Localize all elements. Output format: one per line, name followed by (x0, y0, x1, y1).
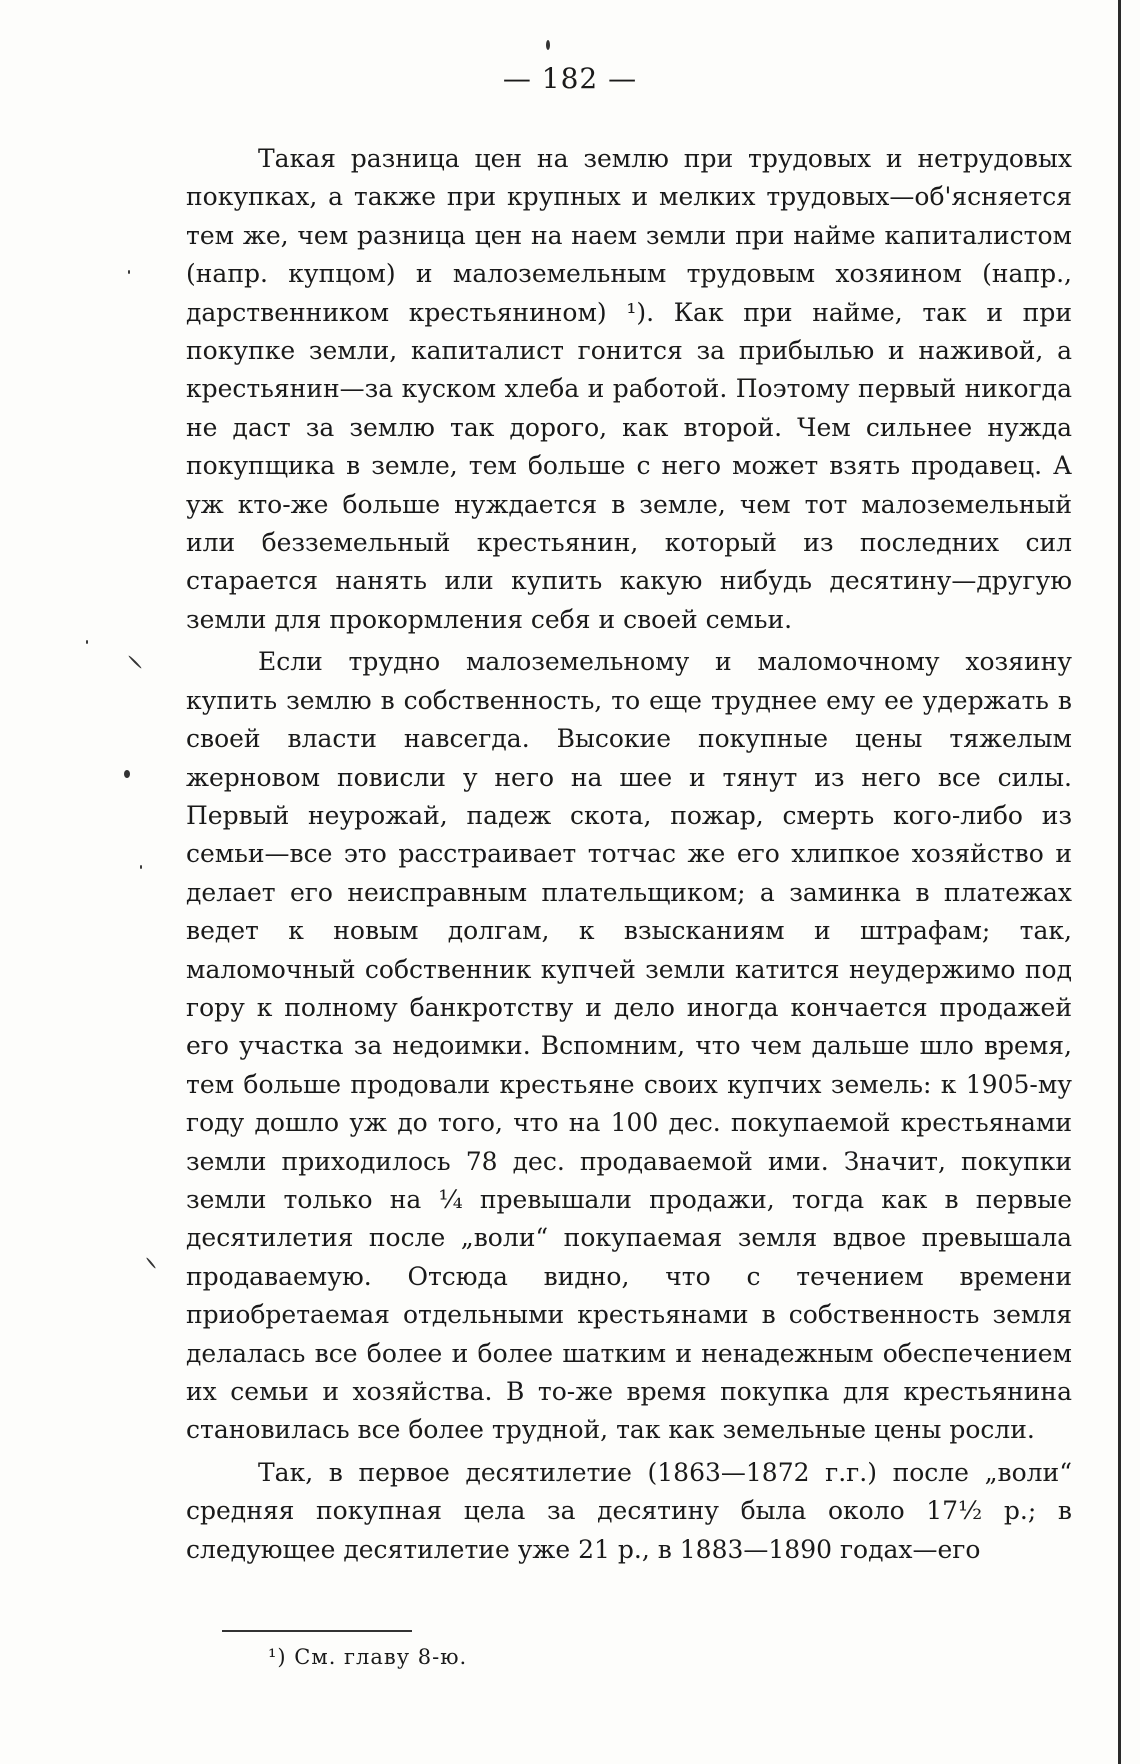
scan-speck (86, 640, 88, 644)
paragraph-2: Если трудно малоземельному и маломочному хозяину купить землю в собственность, то еще труднее ему ее удержать в своей власти навсегда. Высокие покупные цены тяжелым жерновом повисли у него на шее и тянут из него все силы. Первый неурожай, падеж скота, пожар, смерть кого-либо из семьи—все это расстраивает тотчас же его хлипкое хозяйство и делает его неисправным плательщиком; а заминка в платежах ведет к новым долгам, к взысканиям и штрафам; так, маломочный собственник купчей земли катится неудержимо под гору к полному банкротству и дело иногда кончается продажей его участка за недоимки. Вспомним, что чем дальше шло время, тем больше продовали крестьяне своих купчих земель: к 1905-му году дошло уж до того, что на 100 дес. покупаемой крестьянами земли приходилось 78 дес. продаваемой ими. Значит, покупки земли только на ¼ превышали продажи, тогда как в первые десятилетия после „воли“ покупаемая земля вдвое превышала продаваемую. Отсюда видно, что с течением времени приобретаемая отдельными крестьянами в собственность земля делалась все более и более шатким и ненадежным обеспечением их семьи и хозяйства. В то-же время покупка для крестьянина становилась все более трудной, так как земельные цены росли. (186, 647, 1072, 1445)
paragraph-1: Такая разница цен на землю при трудовых и нетрудовых покупках, а также при крупных и мелких трудовых—об'ясняется тем же, чем разница цен на наем земли при найме капиталистом (напр. купцом) и малоземельным трудовым хозяином (напр., дарственником крестьянином) ¹). Как при найме, так и при покупке земли, капиталист гонится за прибылью и наживой, а крестьянин—за куском хлеба и работой. Поэтому первый никогда не даст за землю так дорого, как второй. Чем сильнее нужда покупщика в земле, тем больше с него может взять продавец. А уж кто-же больше нуждается в земле, чем тот малоземельный или безземельный крестьянин, который из последних сил старается нанять или купить какую нибудь десятину—другую земли для прокормления себя и своей семьи. (186, 144, 1072, 634)
page-edge (1118, 0, 1121, 1764)
body-text (186, 140, 1072, 1569)
scan-speck (128, 655, 142, 669)
scan-speck (546, 40, 550, 50)
scan-speck (124, 770, 130, 778)
paragraph-3: Так, в первое десятилетие (1863—1872 г.г.) после „воли“ средняя покупная цела за десятину была около 17½ р.; в следующее десятилетие уже 21 р., в 1883—1890 годах—его (186, 1457, 1072, 1564)
scan-speck (140, 865, 142, 869)
scan-speck (146, 1257, 157, 1269)
page-number: — 182 — (502, 62, 638, 95)
footnote-rule (222, 1630, 412, 1633)
footnote: ¹) См. главу 8-ю. (268, 1645, 468, 1669)
scan-speck (128, 270, 130, 274)
